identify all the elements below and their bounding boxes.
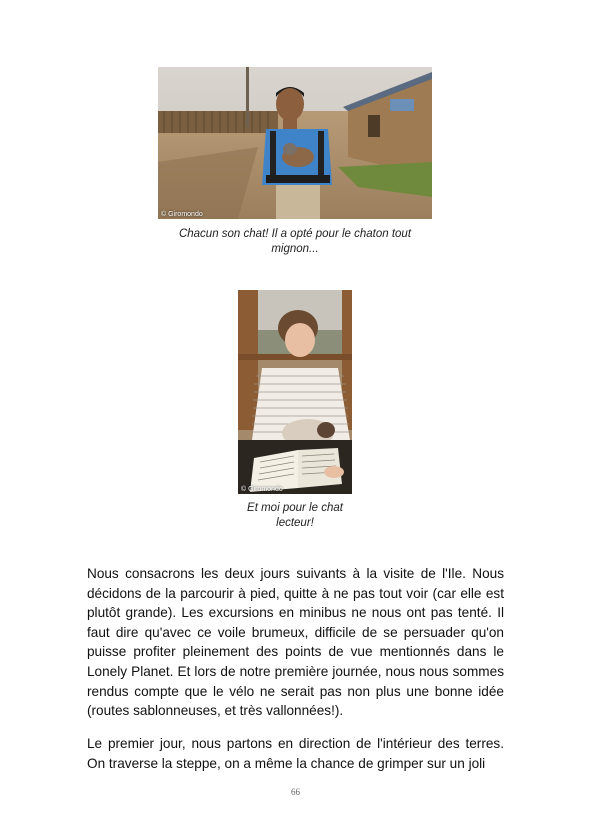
photo-woman-reading-with-cat-image	[238, 290, 352, 494]
photo-man-with-kitten-image	[158, 67, 432, 219]
photo1-caption-line2: mignon...	[271, 243, 319, 255]
page-number: 66	[291, 787, 300, 797]
body-paragraph: Le premier jour, nous partons en direction de l'intérieur des terres. On traverse la steppe, on a même la chance de grimper sur un joli	[87, 736, 504, 771]
photo-watermark: © Giromondo	[241, 486, 283, 493]
photo-woman-reading-with-cat	[238, 290, 352, 494]
photo2-caption-line2: lecteur!	[276, 517, 314, 529]
photo2-caption-line1: Et moi pour le chat	[247, 502, 343, 514]
body-paragraph: Nous consacrons les deux jours suivants à la visite de l'Ile. Nous décidons de la parcourir à pied, quitte à ne pas tout voir (car elle est plutôt grande). Les excursions en minibus ne nous ont pas tenté. Il faut dire qu'avec ce voile brumeux, difficile de se persuader qu'on puisse profiter pleinement des points de vue mentionnés dans le Lonely Planet. Et lors de notre première journée, nous nous sommes rendus compte que le vélo ne serait pas non plus une bonne idée (routes sablonneuses, et très vallonnées!).	[87, 566, 504, 719]
photo-man-with-kitten	[158, 67, 432, 219]
photo-watermark: © Giromondo	[161, 211, 203, 218]
photo2-caption	[200, 501, 390, 531]
photo1-caption	[150, 227, 440, 257]
photo1-caption-line1: Chacun son chat! Il a opté pour le chaton tout	[178, 228, 412, 240]
